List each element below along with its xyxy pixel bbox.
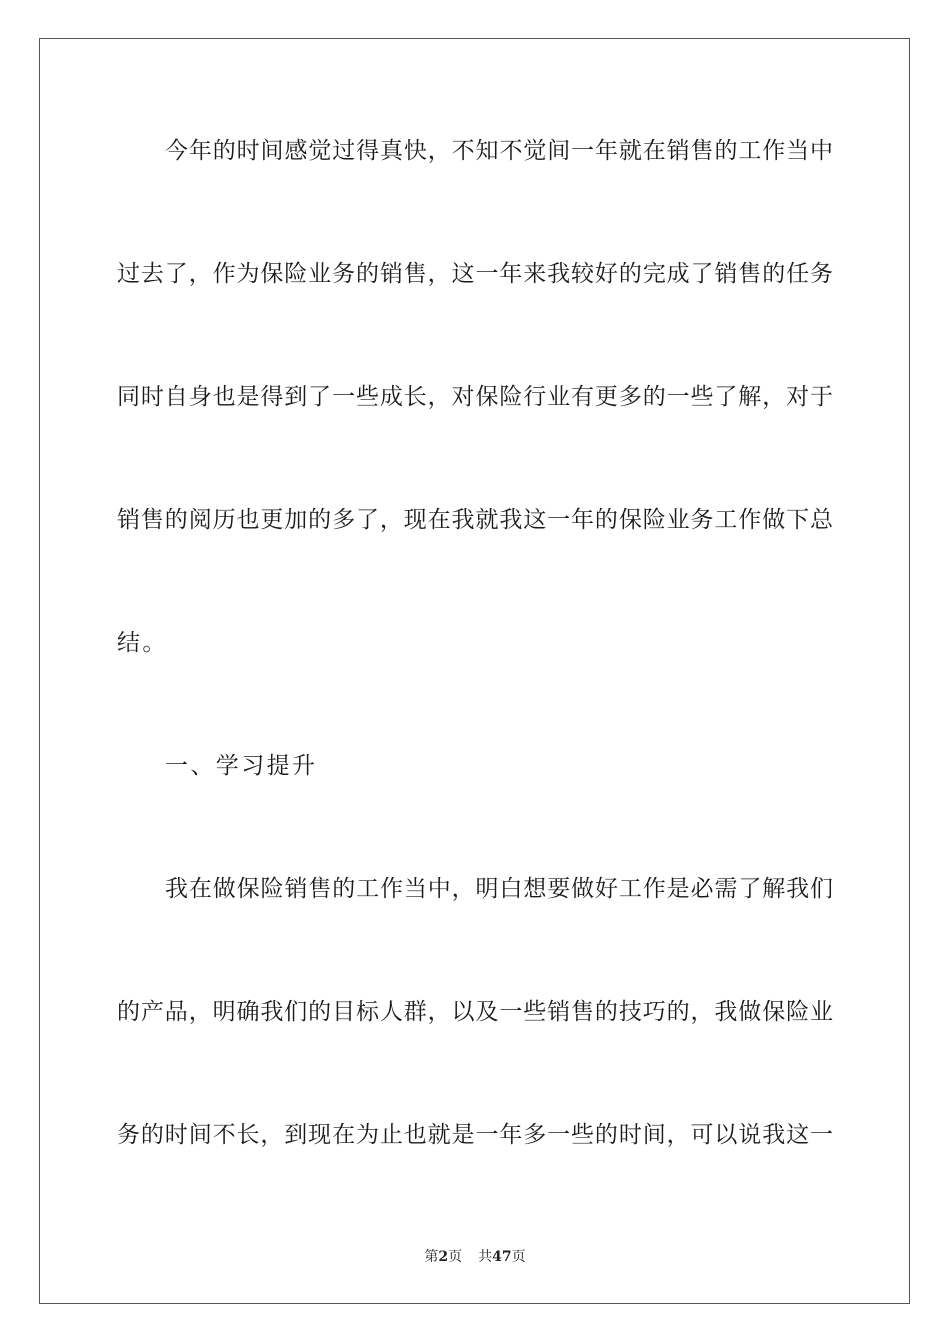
paragraph-line: 的产品，明确我们的目标人群，以及一些销售的技巧的，我做保险业: [117, 999, 833, 1025]
page-number: 第2页: [424, 1249, 463, 1265]
paragraph-line: 销售的阅历也更加的多了，现在我就我这一年的保险业务工作做下总: [117, 507, 833, 533]
section-heading: 一、学习提升: [165, 753, 318, 779]
total-pages: 共47页: [478, 1249, 526, 1265]
paragraph-line: 同时自身也是得到了一些成长，对保险行业有更多的一些了解，对于: [117, 384, 833, 410]
paragraph-line: 务的时间不长，到现在为止也就是一年多一些的时间，可以说我这一: [117, 1122, 833, 1148]
page-frame: [39, 38, 910, 1304]
page-footer: [0, 1247, 950, 1267]
paragraph-line: 我在做保险销售的工作当中，明白想要做好工作是必需了解我们: [165, 876, 833, 902]
paragraph-line: 过去了，作为保险业务的销售，这一年来我较好的完成了销售的任务: [117, 261, 833, 287]
paragraph-line: 结。: [117, 630, 168, 656]
paragraph-line: 今年的时间感觉过得真快，不知不觉间一年就在销售的工作当中: [165, 138, 833, 164]
